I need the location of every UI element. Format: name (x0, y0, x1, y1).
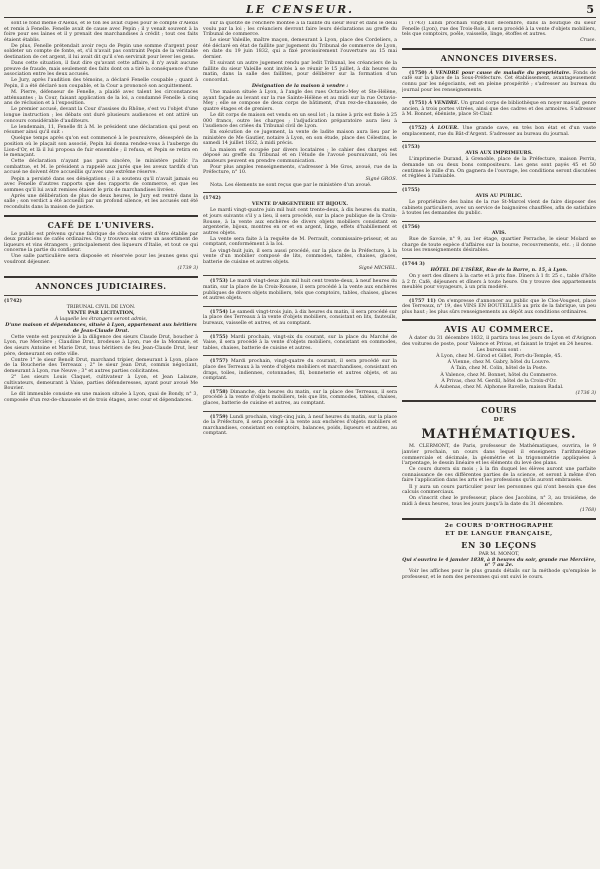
classified-entry (402, 188, 596, 217)
paragraph: Cette déclaration n'ayant pas paru sincère, le ministère public l'a combattue, et M. le président a rappelé aux jurés que les aveux tardifs d'un accusé ne doivent être accueillis qu'avec une extrême réserve. (4, 159, 198, 176)
ortho-author: PAR M. MONOT, (478, 551, 520, 557)
paragraph: M. CLERMONT, de Paris, professeur de Mathématiques, ouvrira, le 9 janvier prochain, un cours dans lequel il enseignera l'arithmétique commerciale et décimale, la géométrie et la trigonométrie appliquées à l'arpentage, le dessin linéaire et les éléments du levé des plans. (402, 444, 596, 467)
divider (402, 518, 596, 520)
paragraph: (1743) Lundi prochain vingt-huit décembre, dans la boutique du sieur Fenelle (Lyon), rue des Trois-Rois, il sera procédé à la vente d'objets mobiliers, tels que comptoirs, poêle, vaisselle, linge, étoffes et autres. (402, 21, 596, 38)
divider (402, 221, 596, 222)
sale-entry (203, 359, 397, 381)
sale-entry (203, 279, 397, 301)
divider (402, 184, 596, 185)
signature: Signé MICHEL. (358, 265, 397, 271)
divider (402, 319, 596, 321)
column-2 (203, 21, 397, 861)
legal-subheading: TRIBUNAL CIVIL DE LYON. (66, 304, 136, 310)
entry-number: (1756) (402, 223, 420, 230)
divider (203, 411, 397, 412)
paragraph: Dans cette situation, il faut dire qu'avant cette affaire, il n'y avait aucune preuve de fraude, mais seulement des faits dont on a tiré la conséquence d'une association entre les deux accusés. (4, 61, 198, 78)
diverse-heading: ANNONCES DIVERSES. (440, 52, 558, 63)
paragraph: 2° Les sieurs Louis Claquet, cultivateur à Lyon, et Jean Lalauze, cultivateurs, demeurant à Vaise, parties défenderesses, ayant pour avoué Me Bouvier. (4, 374, 198, 392)
signature: Cruse. (580, 38, 596, 44)
commerce-list-item: À Lyon, chez M. Girod et Gillet, Port-du-Temple, 45. (436, 354, 562, 360)
commerce-list-item: À Tain, chez M. Colin, hôtel de la Poste. (450, 366, 548, 372)
paragraph: Contre 1° le sieur Benoît Drut, marchand tripier, demeurant à Lyon, place de la Boucherie des Terreaux ; 2° le sieur Jean Drut, commis négociant, demeurant à Lyon, rue Neuve ; 3° et autres parties colicitantes. (4, 357, 198, 374)
entry-number: (1753) (402, 144, 420, 151)
classified-entry (402, 126, 596, 137)
paragraph: Le Jury, après l'audition des témoins, a déclaré Fenelle coupable ; quant à Pepin, il a été déclaré non coupable, et la Cour a prononcé son acquittement. (4, 78, 198, 90)
paragraph: Le lendemain, 11, Fenelle fit à M. le président une déclaration qui peut en résumer ainsi qu'il suit : (4, 124, 198, 136)
entry-title: AVIS AU PUBLIC. (475, 192, 523, 199)
entry-text: Le propriétaire des bains de la rue St-Marcel vient de faire disposer des cabinets particuliers, avec un service de baignoires chauffées, afin de satisfaire à toutes les demandes du public. (402, 199, 596, 217)
sale-entry (203, 310, 397, 327)
divider (4, 276, 198, 278)
entry-number: (1753) (210, 278, 228, 285)
entry-number: (1755) (402, 186, 420, 193)
commerce-list-item: À Privas, chez M. Gerdil, hôtel de la Croix-d'Or. (441, 378, 557, 384)
paragraph: De plus, Fenelle prétendait avoir reçu de Pepin une somme d'argent pour soldeter un compte de fonte, et, s'il n'avait pas contraint Pepin de la véritable destination de cet argent, il lui avait dit qu'il s'en servirait pour lever les gens. (4, 43, 198, 61)
cafe-text: Le public est prévenu qu'une fabrique de chocolat vient d'être établie par deux praticiens de cafés ordinaires. On y trouvera en outre un assortiment de liqueurs et vins étrangers ; principalement des liqueurs d'Italie, et tout ce qui concerne la partie du confiseur. (4, 231, 198, 254)
cafe-rent: Une salle particulière sera disposée et réservée pour les jeunes gens qui voudront déjeuner. (4, 254, 198, 266)
divider (402, 400, 596, 402)
page-number: 5 (586, 3, 594, 16)
masthead (4, 3, 596, 18)
paragraph: sur la quotité de l'enchère montée à la faillite du sieur Bour et dans le délai voulu par la loi ; les créanciers devront faire leurs déclarations au greffe du Tribunal de commerce. (203, 21, 397, 38)
entry-number: (1751) (409, 100, 427, 107)
entry-number: (1744 3) (402, 260, 425, 267)
paragraph: Pour plus amples renseignements, s'adresser à Me Gros, avoué, rue de la Préfecture, n° 10. (203, 164, 397, 176)
designation-heading: Désignation de la maison à vendre : (251, 83, 349, 90)
column-1 (4, 21, 198, 861)
commerce-heading: AVIS AU COMMERCE. (444, 324, 554, 335)
legal-sale-note: À laquelle les étrangers seront admis, (54, 317, 148, 323)
commerce-list-item: À Valence, chez M. Bonnet, hôtel du Commerce. (440, 372, 558, 378)
paragraph: Ce cours durera six mois ; à la fin duquel les élèves auront une parfaite connaissance de ces différentes parties de la science, et seront à même d'en faire l'application dans les arts et les professions qu'ils auront embrassés. (402, 467, 596, 484)
entry-title: AVIS AUX IMPRIMEURS. (465, 150, 533, 157)
newspaper-page (4, 3, 596, 863)
commerce-text: À dater du 31 décembre 1832, il partira tous les jours de Lyon et d'Avignon des voitures de poste, pour Valence et Privas, et faisant le trajet en 24 heures. (402, 336, 596, 348)
silver-sale-heading: VENTE D'ARGENTERIE ET BIJOUX. (251, 201, 349, 208)
divider (402, 141, 596, 142)
divider (402, 67, 596, 68)
entry-title: À LOUER. (430, 125, 459, 132)
commerce-ref: (1736 3) (575, 390, 596, 396)
signature: Signé GROS. (365, 176, 397, 182)
paragraph: Le mardi vingt-quatre juin mil huit cent trente-deux, à dix heures du matin, et jours suivants s'il y a lieu, il sera procédé, sur la place publique de la Croix-Rousse, à la vente aux enchères de divers objets mobiliers consistant en argenterie, bijoux, montres en or et en argent, linge, effets d'habillement et autres objets. (203, 208, 397, 236)
divider (402, 48, 596, 50)
sale-entry (203, 415, 397, 437)
entry-number: (1752) (409, 125, 427, 132)
cafe-ref: (1739 3) (177, 266, 198, 272)
divider (402, 97, 596, 98)
entry-text: Le mardi vingt-deux juin mil huit cent trente-deux, à neuf heures du matin, sur la place de la Croix-Rousse, il sera procédé à la vente aux enchères publiques de divers objets mobiliers, tels que comptoirs, tables, chaises, glaces et autres objets. (203, 279, 397, 302)
divider (402, 295, 596, 296)
legal-sale-description: D'une maison et dépendances, située à Lyon, appartenant aux héritiers de Jean-Claude Drut. (5, 322, 197, 334)
divider (203, 331, 397, 332)
entry-number: (1755) (210, 333, 228, 340)
entry-text: Le samedi vingt-trois juin, à dix heures du matin, il sera procédé sur la place des Terreaux à la vente d'objets mobiliers, consistant en lits, fauteuils, bureaux, vaisselle et autres, et au comptant. (203, 309, 397, 326)
entry-text: Fonds de café sur la place de la Sous-Préfecture. Cet établissement, avantageusement connu par les négociants, est en pleine prospérité ; s'adresser au bureau du journal pour les renseignements. (402, 70, 596, 93)
divider (402, 122, 596, 123)
divider (203, 275, 397, 276)
divider (4, 295, 198, 296)
entry-number: (1757 11) (409, 297, 436, 304)
classified-entry (402, 299, 596, 316)
paragraph: Et suivant un autre jugement rendu par ledit Tribunal, les créanciers de la faillite du sieur Valeille sont invités à se réunir le 15 juillet, à dix heures du matin, dans la salle des faillites, pour délibérer sur la formation d'un concordat. (203, 61, 397, 83)
commerce-list-item: À Aubenas, chez M. Alphonse Ravelle, maison Radal. (434, 384, 564, 390)
entry-text: On y sert des dîners à la carte et à prix fixe. Dîners à 1 fr. 25 c., table d'hôte à 2 fr. Café, déjeuners et dîners à toute heure. On y trouve des appartements meublés pour voyageurs, à un prix modéré. (402, 273, 596, 291)
ortho-lessons: EN 30 LEÇONS (461, 539, 537, 550)
ortho-schedule: Qui s'ouvrira le 4 janvier 1838, à 8 heures du soir, grande rue Mercière, n° 7 au 2e. (402, 556, 596, 569)
entry-number: (1742) (203, 195, 221, 202)
paragraph: M. Pierre, défenseur de Fenelle, a plaidé avec talent les circonstances atténuantes ; la Cour, faisant application de la loi, a condamné Fenelle à cinq ans de réclusion et à l'exposition. (4, 90, 198, 107)
entry-number: (1754) (210, 308, 228, 315)
entry-text: Une grande cave, en très bon état et d'un vaste emplacement, rue du Bât-d'Argent. S'adresser au bureau du journal. (402, 126, 596, 137)
columns (4, 21, 596, 861)
cours-heading: COURS (481, 405, 517, 416)
divider (203, 306, 397, 307)
paragraph: sont le fond même d'Alexis, et le ton les avait cupés pour le compte d'Alexis et remis à Fenelle. Fenelle avait de cause avec Pepin ; il y venait souvent à la foire pour ses laines et il y prenait des marchandises à crédit ; tout ces faits étaient établis. (4, 21, 198, 43)
paragraph: Le premier accusé, devant la Cour d'assises du Rhône, s'est vu l'objet d'une longue instruction ; les débats ont duré plusieurs audiences et ont attiré un concours considérable d'auditeurs. (4, 107, 198, 124)
paragraph: Le dit immeuble consiste en une maison située à Lyon, quai de Bondy, n° 3, composée d'un rez-de-chaussée et de trois étages, avec cour et dépendances. (4, 392, 198, 403)
paragraph: Cette vente est poursuivie à la diligence des sieurs Claude Drut, boucher à Lyon, rue Mercière ; Claudine Drut, brodeuse à Lyon, rue de la Monnaie, et des sieurs Antoine et Marie Drut, tous héritiers de feu Jean-Claude Drut, leur père, demeurant en cette ville. (4, 334, 198, 357)
paragraph: On s'inscrit chez le professeur, place des Jacobins, n° 3, au troisième, de midi à deux heures, tous les jours jusqu'à la date du 31 décembre. (402, 496, 596, 507)
classified-entry (402, 101, 596, 118)
divider (203, 355, 397, 356)
entry-text: Mardi prochain, vingt-quatre du courant, il sera procédé sur la place des Terreaux à la vente d'objets mobiliers et marchandises, consistant en draps, toiles, indiennes, cotonnades, fil, bonneterie et autres objets, et au comptant. (203, 359, 397, 382)
entry-title: À VENDRE. (428, 100, 460, 107)
nota: Nota. Les élements ne sont reçus que par le ministère d'un avoué. (210, 182, 372, 188)
entry-number: (1758) (210, 388, 228, 395)
ortho-text: Voir les affiches pour le plus grands détails sur la méthode qu'emploie le professeur, et le nom des personnes qui ont suivi le cours. (402, 569, 596, 580)
entry-title: À VENDRE pour cause de maladie du propriétaire. (429, 69, 571, 76)
sale-entry (203, 335, 397, 352)
entry-text: Lundi prochain, vingt-cinq juin, à neuf heures du matin, sur la place de la Préfecture, il sera procédé à la vente aux enchères d'objets mobiliers et marchandises, consistant en comptoirs, balances, poids, liqueurs et autres, au comptant. (203, 414, 397, 437)
entry-text: On s'empresse d'annoncer au public que le Clos-Vougeot, place des Terreaux, n° 19, des VINS EN BOUTEILLES au prix de la fabrique, un peu plus haut ; les plus sûrs renseignements au dépôt aux conditions ordinaires. (402, 298, 596, 315)
paragraph: La maison est occupée par divers locataires ; le cahier des charges est déposé au greffe du Tribunal et en l'étude de l'avoué poursuivant, où les amateurs peuvent en prendre communication. (203, 147, 397, 164)
divider (203, 192, 397, 193)
paragraph: Il y aura un cours particulier pour les personnes qui n'ont besoin que des calculs commerciaux. (402, 484, 596, 496)
entry-text: L'imprimerie Durand, à Grenoble, place de la Préfecture, maison Perrin, demande un ou deux bons compositeurs. Les gens sont payés 45 et 50 centimes le mille d'm. On gagnera de l'ouvrage, les conditions seront discutées et réglées à l'amiable. (402, 157, 596, 180)
divider (203, 386, 397, 387)
paragraph: Le sieur Valeille, maître maçon, demeurant à Lyon, place des Cordeliers, a été déclaré en état de faillite par jugement du Tribunal de commerce de Lyon, en date du 19 juin 1832, qui a fixé provisoirement l'ouverture au 15 mai dernier. (203, 38, 397, 61)
paragraph: Le vingt-huit juin, il sera aussi procédé, sur la place de la Préfecture, à la vente d'un mobilier composé de lits, commodes, tables, chaises, glaces, batterie de cuisine et autres objets. (203, 248, 397, 265)
entry-number: (1759) (210, 413, 228, 420)
cours-ref: (1768) (580, 507, 596, 513)
classified-entry (402, 262, 596, 291)
paragraph: La vente sera faite à la requête de M. Perrault, commissaire-priseur, et au comptant, conformément à la loi. (203, 236, 397, 248)
paragraph: Après une délibération de plus de deux heures, le Jury est rentré dans la salle ; son verdict a été accueilli par un profond silence, et les accusés ont été reconduits dans la maison de justice. (4, 193, 198, 210)
ortho-heading: 2e COURS D'ORTHOGRAPHE (444, 522, 554, 529)
entry-text: Dimanche, dix heures du matin, sur la place des Terreaux, il sera procédé à la vente d'objets mobiliers, tels que lits, commodes, tables, chaises, glaces, batterie de cuisine et autres, au comptant. (203, 389, 397, 406)
sale-entry (203, 390, 397, 407)
cours-subheading: DE (493, 417, 505, 424)
legal-sale-heading: VENTE PAR LICITATION, (67, 309, 135, 316)
classified-entry (402, 145, 596, 180)
classified-entry (402, 71, 596, 93)
article-intro (4, 21, 198, 211)
entry-number: (1757) (210, 358, 228, 365)
commerce-list-item: Les bureaux sont : (476, 348, 522, 354)
entry-text: Un grand corps de bibliothèque en noyer massif, genre ancien, à trois portes vitrées, ainsi que des cadres et des armoires. S'adresser à M. Bonnet, ébéniste, place St-Clair. (402, 101, 596, 118)
cours-name: MATHÉMATIQUES. (421, 427, 577, 443)
cafe-heading: CAFÉ DE L'UNIVERS. (47, 219, 155, 230)
legal-entry-number: (1742) (4, 297, 22, 304)
entry-title: HÔTEL DE L'ISÈRE, Rue de la Barre, n. 15, à Lyon. (430, 266, 568, 273)
paragraph: Une maison située à Lyon, à l'angle des rues Octavio-Mey et Ste-Hélène, ayant façade au levant sur la rue Sainte-Hélène et au midi sur la rue Octavio-Mey ; elle se compose de deux corps de bâtiment, d'un rez-de-chaussée, de quatre étages et de greniers. (203, 90, 397, 112)
column-3 (402, 21, 596, 861)
paragraph: En exécution de ce jugement, la vente de ladite maison aura lieu par le ministère de Me Gautier, notaire à Lyon, en son étude, place des Célestins, le samedi 14 juillet 1832, à midi précis. (203, 130, 397, 147)
divider (4, 215, 198, 217)
entry-text: Mardi prochain, vingt-six du courant, sur la place du Marché de Vaise, il sera procédé à la vente d'objets mobiliers, consistant en commodes, tables, chaises, batterie de cuisine et autres. (203, 334, 397, 351)
paragraph: Le dit corps de maison est vendu en un seul lot ; la mise à prix est fixée à 25 000 francs, outre les charges ; l'adjudication préparatoire aura lieu à l'audience des criées du Tribunal civil de Lyon. (203, 113, 397, 130)
commerce-list-item: À Vienne, chez M. Gabry, hôtel du Louvre. (447, 360, 551, 366)
legal-heading: ANNONCES JUDICIAIRES. (35, 280, 167, 291)
ortho-subheading: ET DE LANGUE FRANÇAISE, (445, 530, 553, 537)
newspaper-title: LE CENSEUR. (245, 3, 355, 16)
classified-entry (402, 225, 596, 254)
entry-text: Rue de Savoie, n° 9, au 1er étage, quartier Perrache, le sieur Molard se charge de toute espèce d'affaires sur la bourse, recouvrements, etc. ; il donne tous les renseignements désirables. (402, 236, 596, 254)
paragraph: Pepin a persisté dans ses dénégations ; il a soutenu qu'il n'avait jamais eu avec Fenelle d'autres rapports que des rapports de commerce, et que les sommes qu'il lui avait remises étaient le prix de marchandises livrées. (4, 176, 198, 193)
entry-number: (1750) (409, 69, 427, 76)
entry-title: AVIS. (491, 229, 507, 236)
divider (402, 258, 596, 259)
paragraph: Quelque temps après qu'on eut commencé à le poursuivre, désespéré de la position où le plaçait son associé, Pepin lui donna rendez-vous à l'auberge du Lion-d'Or, et là il lui proposa de fuir ensemble ; il refusa, et Pepin se retira en le menaçant. (4, 136, 198, 159)
